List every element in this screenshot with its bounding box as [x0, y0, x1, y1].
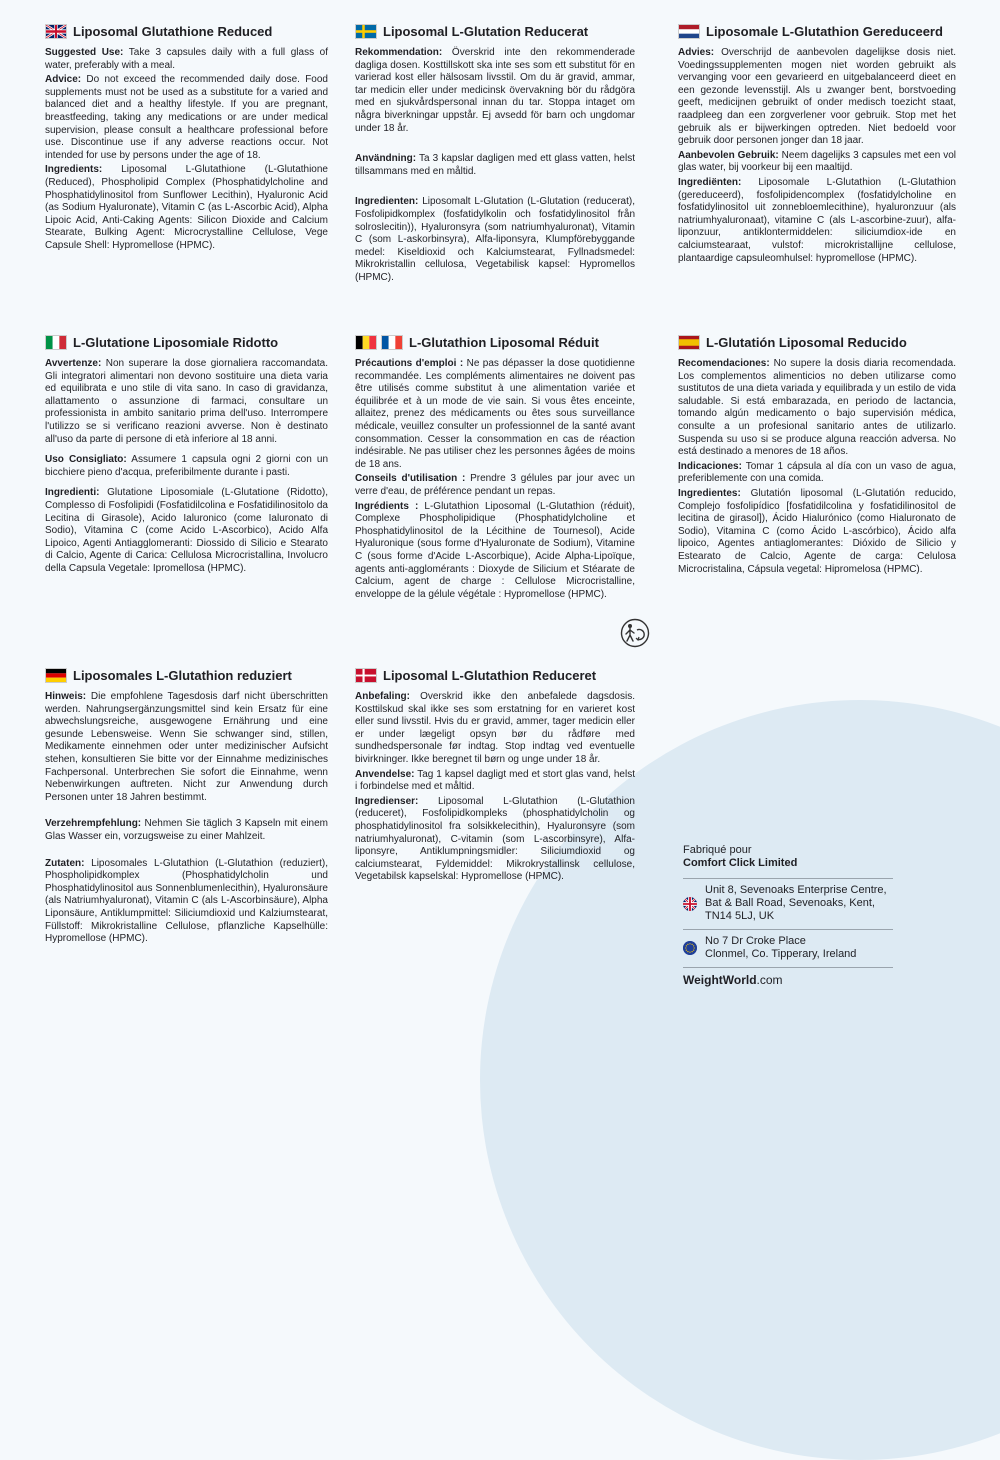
label-advice: Advice: — [45, 74, 82, 86]
triman-recycling-icon — [620, 618, 650, 648]
title-text: Liposomal L-Glutathion Reduceret — [383, 668, 597, 683]
title-text: L-Glutathion Liposomal Réduit — [409, 335, 599, 350]
text-ingredients: Liposomal L-Glutathione (L-Glutathione (Reduced), Phospholipid Complex (Phosphatidylcholine and Phosphatidylinositol from Sunflower Lecithin), Hyaluronic Acid (as Sodium Hyaluronate), Vitamin C (as L-Ascorbic Acid), Alpha Lipoic Acid, Anti-Caking Agents: Silicon Dioxide and Calcium Stearate, Bulking Agent: Microcrystalline Cellulose, Vege Capsule Shell: Hypromellose (HPMC). — [45, 164, 328, 251]
sweden-flag-icon — [355, 24, 377, 39]
belgium-flag-icon — [355, 335, 377, 350]
brand-bold: WeightWorld — [683, 973, 757, 987]
section-body — [45, 47, 328, 253]
label-ingredients: Zutaten: — [45, 857, 85, 869]
section-title — [355, 668, 635, 683]
label-precautions: Précautions d'emploi : — [355, 358, 464, 369]
address-line: No 7 Dr Croke Place — [705, 935, 806, 947]
section-title — [355, 24, 635, 39]
section-body — [678, 47, 956, 265]
label-consumption-recommendation: Verzehrempfehlung: — [45, 818, 142, 830]
manufacturer-info — [683, 844, 893, 987]
text-warnings: Non superare la dose giornaliera raccomandata. Gli integratori alimentari non devono sostituire una dieta varia ed equilibrata e uno stile di vita sano. In caso di gravidanza, allattamento o assunzione di farmaci, consultare un professionista in ambito sanitario prima dell'uso. Interrompere l'utilizzo se si verificano reazioni avverse. Non è destinato all'uso da parte di persone di età inferiore al 18 anni. — [45, 358, 328, 445]
address-line: Unit 8, Sevenoaks Enterprise Centre, — [705, 884, 887, 896]
italy-flag-icon — [45, 335, 67, 350]
denmark-flag-icon — [355, 668, 377, 683]
brand-name — [683, 967, 893, 987]
flag-group — [45, 335, 67, 350]
spain-flag-icon — [678, 335, 700, 350]
label-warnings: Avvertenze: — [45, 358, 102, 369]
label-ingredients: Ingredienti: — [45, 487, 100, 499]
text-ingredients: Glutatione Liposomiale (L-Glutatione (Ridotto), Complesso di Fosfolipidi (Fosfatidilcolina e Fosfatidilinositolo da Lecitina di Girasole), Acido Ialuronico (come Ialuronato di Sodio), Vitamina C (come Acido L-Ascorbico), Acido Alfa Lipoico, Agenti Antiagglomeranti: Diossido di Silicio e Stearato di Calcio, Agente di Carica: Cellulosa Microcristallina, Involucro della Capsula Vegetale: Ipromellosa (HPMC). — [45, 487, 328, 574]
france-flag-icon — [381, 335, 403, 350]
text-suggested-use: Take 3 capsules daily with a full glass of water, preferably with a meal. — [45, 47, 329, 71]
label-suggested-use: Uso Consigliato: — [45, 454, 127, 466]
text-advice: Do not exceed the recommended daily dose. Food supplements must not be used as a substitute for a varied and balanced diet and a healthy lifestyle. If you are pregnant, breastfeeding, taking any medications or are under medical supervision, please consult a healthcare professional before use. Discontinue use if any adverse reactions occur. Not intended for use by persons under the age of 18. — [45, 74, 328, 161]
text-usage-advice: Prendre 3 gélules par jour avec un verre d'eau, de préférence pendant un repas. — [355, 473, 635, 497]
flag-group — [45, 668, 67, 683]
text-notice: Die empfohlene Tagesdosis darf nicht überschritten werden. Nahrungsergänzungsmittel sind kein Ersatz für eine abwechslungsreiche, ausgewogene Ernährung und eine gesunde Lebensweise. Wenn Sie schwanger sind, stillen, Medikamente einnehmen oder unter medizinischer Aufsicht stehen, konsultieren Sie bitte vor der Einnahme medizinisches Fachpersonal. Unterbrechen Sie sofort die Einnahme, wenn Nebenwirkungen auftreten. Nicht zur Anwendung durch Personen unter 18 Jahren bestimmt. — [45, 691, 328, 803]
label-indications: Indicaciones: — [678, 460, 742, 472]
uk-address-lines — [705, 884, 887, 923]
title-text: Liposomale L-Glutathion Gereduceerd — [706, 24, 943, 39]
text-advice: Overschrijd de aanbevolen dagelijkse dosis niet. Voedingssupplementen mogen niet worden gebruikt als vervanging voor een gevarieerd en uitgebalanceerd dieet en een gezonde levensstijl. Als u zwanger bent, borstvoeding geeft, medicijnen gebruikt of onder medisch toezicht staat, raadpleeg dan een zorgverlener voor gebruik. Stop met het gebruik als er bijwerkingen optreden. Niet bedoeld voor gebruik door personen jonger dan 18 jaar. — [678, 47, 956, 147]
label-usage: Användning: — [355, 153, 417, 165]
section-title — [678, 335, 956, 350]
section-title — [678, 24, 956, 39]
section-title — [45, 668, 328, 683]
label-usage: Anvendelse: — [355, 768, 415, 780]
text-usage: Tag 1 kapsel dagligt med et stort glas vand, helst i forbindelse med et måltid. — [355, 768, 635, 793]
section-body — [678, 358, 956, 576]
section-danish — [355, 668, 635, 892]
uk-flag-icon — [683, 897, 697, 911]
flag-group — [45, 24, 67, 39]
label-ingredients: Ingredientes: — [678, 487, 741, 499]
brand-suffix: .com — [756, 973, 783, 987]
section-french — [355, 335, 635, 609]
label-ingredients: Ingrediënten: — [678, 176, 742, 188]
text-ingredients: Liposomalt L-Glutation (L-Glutation (reducerat), Fosfolipidkomplex (fosfatidylkolin och fosfatidylinositol från solroslecitin)), Hyaluronsyra (som natriumhyaluronat), Vitamin C (som L-askorbinsyra), Alfa-liponsyra, Klumpförebyggande medel: Kiseldioxid och Kalciumstearat, Fyllnadsmedel: Mikrokristallin cellulosa, Vegetabilisk kapsel: Hypromellos (HPMC). — [355, 196, 635, 283]
text-recommendations: No supere la dosis diaria recomendada. Los complementos alimenticios no deben utilizarse como sustitutos de una dieta variada y equilibrada y un estilo de vida saludable. Si está embarazada, en periodo de lactancia, tomando algún medicamento o bajo supervisión médica, consulte a un profesional sanitario antes de utilizarlo. Suspenda su uso si se produce alguna reacción adversa. No está destinado a menores de 18 años. — [678, 358, 956, 458]
flag-group — [678, 335, 700, 350]
section-body — [45, 691, 328, 946]
flag-group — [355, 24, 377, 39]
label-notice: Hinweis: — [45, 691, 87, 702]
text-consumption-recommendation: Nehmen Sie täglich 3 Kapseln mit einem Glas Wasser ein, vorzugsweise zu einer Mahlzeit. — [45, 818, 328, 842]
label-ingredients: Ingredienten: — [355, 196, 419, 208]
address-line: TN14 5LJ, UK — [705, 910, 775, 922]
section-dutch — [678, 24, 956, 273]
ie-address-lines — [705, 935, 856, 961]
text-recommendation: Overskrid ikke den anbefalede dagsdosis. Kosttilskud skal ikke ses som erstatning for en varieret kost eller sund livsstil. Hvis du er gravid, ammer, tager medicin eller er under lægeligt opsyn bør du rådføre med sundhedspersonale før indtag. Stop indtag ved eventuelle bivirkninger. Ikke beregnet til børn og unge under 18 år. — [355, 691, 635, 765]
text-suggested-use: Assumere 1 capsula ogni 2 giorni con un bicchiere pieno d'acqua, preferibilmente durante i pasti. — [45, 454, 329, 478]
label-usage-advice: Conseils d'utilisation : — [355, 473, 466, 485]
section-body — [355, 691, 635, 884]
title-text: Liposomal L-Glutation Reducerat — [383, 24, 589, 39]
address-line: Clonmel, Co. Tipperary, Ireland — [705, 948, 857, 960]
uk-address — [683, 878, 893, 929]
made-for-label: Fabriqué pour — [683, 844, 752, 856]
section-spanish — [678, 335, 956, 584]
text-ingredients: L-Glutathion Liposomal (L-Glutathion (réduit), Complexe Phospholipidique (Phosphatidylcholine et Phosphatidylinositol de la Lécithine de Tournesol), Acide Hyaluronique (sous forme d'Hyaluronate de Sodium), Vitamine C (sous forme d'Acide L-Ascorbique), Acide Alpha-Lipoïque, agents anti-agglomérants : Dioxyde de Silicium et Stéarate de Calcium, agent de charge : Cellulose Microcristalline, enveloppe de la gélule végétale : Hypromellose (HPMC). — [355, 500, 635, 600]
label-recommendation: Anbefaling: — [355, 691, 410, 702]
text-ingredients: Liposomales L-Glutathion (L-Glutathion (reduziert), Phospholipidkomplex (Phosphatidylcholin und Phosphatidylinositol aus Sonnenblumenlecithin), Hyaluronsäure (als Natriumhyaluronat), Vitamin C (als L-Ascorbinsäure), Alpha Liponsäure, Antiklumpmittel: Siliciumdioxid und Kalziumstearat, Füllstoff: Mikrokristalline Cellulose, pflanzliche Kapselhülle: Hypromellose (HPMC). — [45, 857, 328, 945]
eu-flag-icon — [683, 941, 697, 955]
section-swedish — [355, 24, 635, 293]
germany-flag-icon — [45, 668, 67, 683]
flag-group — [678, 24, 700, 39]
netherlands-flag-icon — [678, 24, 700, 39]
title-text: L-Glutatión Liposomal Reducido — [706, 335, 907, 350]
section-english — [45, 24, 328, 261]
text-ingredients: Liposomal L-Glutathion (L-Glutathion (reduceret), Fosfolipidkompleks (phosphatidylcholin og phosphatidylinositol fra solsikkelecithin), Hyaluronsyre (som natriumhyaluronat), C-vitamin (som L-ascorbinsyre), Alfa-liponsyre, Antiklumpningsmidler: Siliciumdioxid og calciumstearat, Fyldemiddel: Mikrokrystallinsk cellulose, Vegetabilsk kapselskal: Hypromellose (HPMC). — [355, 795, 635, 883]
text-ingredients: Glutatión liposomal (L-Glutatión reducido, Complejo fosfolipídico [fosfatidilcolina y fosfatidilinositol de lecitina de girasol]), Ácido Hialurónico (como Hialuronato de Sodio), Vitamina C (como Ácido L-ascórbico), Ácido alfa lipoico, Agentes antiaglomerantes: Dióxido de Silicio y Estearato de Calcio, Agente de carga: Celulosa Microcristalina, Cápsula vegetal: Hipromelosa (HPMC). — [678, 487, 956, 575]
section-body — [355, 47, 635, 285]
title-text: Liposomales L-Glutathion reduziert — [73, 668, 292, 683]
label-advice: Advies: — [678, 47, 715, 58]
label-ingredients: Ingredients: — [45, 164, 103, 176]
text-precautions: Ne pas dépasser la dose quotidienne recommandée. Les compléments alimentaires ne doivent pas être utilisés comme substitut à une alimentation variée et équilibrée et à un mode de vie sain. Si vous êtes enceinte, allaitez, prenez des médicaments ou êtes sous surveillance médicale, veuillez consulter un professionnel de la santé avant consommation. Cesser la consommation en cas de réaction indésirable. Ne pas utiliser chez les personnes âgées de moins de 18 ans. — [355, 358, 635, 470]
label-recommended-use: Aanbevolen Gebruik: — [678, 149, 779, 161]
ie-address — [683, 929, 893, 967]
company-name: Comfort Click Limited — [683, 857, 798, 869]
label-ingredients: Ingrédients : — [355, 500, 419, 512]
label-recommendation: Rekommendation: — [355, 47, 443, 58]
label-suggested-use: Suggested Use: — [45, 47, 124, 58]
section-body — [45, 358, 328, 576]
section-title — [45, 24, 328, 39]
title-text: L-Glutatione Liposomiale Ridotto — [73, 335, 279, 350]
text-indications: Tomar 1 cápsula al día con un vaso de agua, preferiblemente con una comida. — [678, 460, 956, 485]
text-recommended-use: Neem dagelijks 3 capsules met een vol glas water, bij voorkeur bij een maaltijd. — [678, 149, 957, 174]
flag-group — [355, 335, 403, 350]
address-line: Bat & Ball Road, Sevenoaks, Kent, — [705, 897, 875, 909]
section-title — [355, 335, 635, 350]
section-italian — [45, 335, 328, 584]
text-ingredients: Liposomale L-Glutathion (L-Glutathion (gereduceerd), fosfolipidencomplex (fosfatidylcholine en fosfatidylinositol uit zonnebloemlecithine), hyaluronzuur (als natriumhyaluronaat), vitamine C (als L-ascorbine-zuur), alfa-liponzuur, antiklontermiddelen: siliciumdiox-ide en calciumstearaat, vulstof: microkristallijne cellulose, plantaardige capsuleomhulsel: hypromellose (HPMC). — [678, 176, 956, 264]
section-body — [355, 358, 635, 601]
label-ingredients: Ingredienser: — [355, 795, 419, 807]
section-german — [45, 668, 328, 954]
title-text: Liposomal Glutathione Reduced — [73, 24, 273, 39]
label-recommendations: Recomendaciones: — [678, 358, 770, 369]
flag-group — [355, 668, 377, 683]
section-title — [45, 335, 328, 350]
text-usage: Ta 3 kapslar dagligen med ett glass vatten, helst tillsammans med en måltid. — [355, 153, 635, 177]
uk-flag-icon — [45, 24, 67, 39]
text-recommendation: Överskrid inte den rekommenderade dagliga dosen. Kosttillskott ska inte ses som ett substitut för en varierad kost eller hälsosam livsstil. Om du är gravid, ammar, tar medicin eller under medicinsk övervakning bör du rådgöra med en sjukvårdspersonal innan du tar. Stoppa intaget om några biverkningar uppstår. Ej avsedd för barn och ungdomar under 18 år. — [355, 47, 635, 134]
